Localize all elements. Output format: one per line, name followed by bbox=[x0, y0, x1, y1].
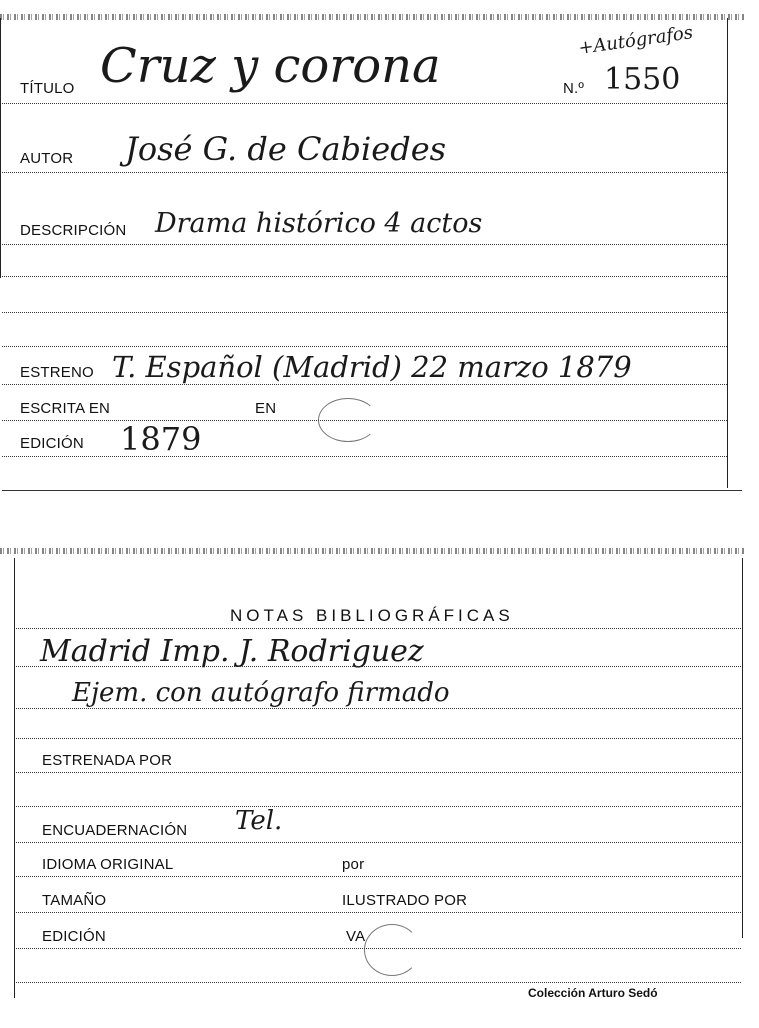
card-right-border bbox=[742, 558, 743, 938]
corner-note: +Autógrafos bbox=[577, 22, 695, 59]
catalog-card-front bbox=[0, 0, 759, 500]
catalog-card-back bbox=[0, 540, 759, 1028]
edicion-value: 1879 bbox=[120, 420, 202, 458]
card-right-border bbox=[727, 18, 728, 488]
notas-heading: NOTAS BIBLIOGRÁFICAS bbox=[230, 606, 514, 625]
estreno-label: ESTRENO bbox=[20, 364, 94, 381]
edicion-label: EDICIÓN bbox=[42, 928, 106, 945]
idioma-original-label: IDIOMA ORIGINAL bbox=[42, 856, 174, 873]
autor-label: AUTOR bbox=[20, 150, 74, 167]
card-top-edge bbox=[0, 548, 745, 554]
note-line-1: Madrid Imp. J. Rodriguez bbox=[40, 634, 424, 669]
escrita-en-label: ESCRITA EN bbox=[20, 400, 111, 417]
descripcion-value: Drama histórico 4 actos bbox=[155, 208, 483, 239]
card-left-border bbox=[0, 18, 1, 278]
va-label: VA bbox=[346, 928, 366, 945]
tamano-label: TAMAÑO bbox=[42, 892, 107, 909]
titulo-label: TÍTULO bbox=[20, 80, 75, 97]
encuadernacion-value: Tel. bbox=[235, 806, 283, 836]
autor-value: José G. de Cabiedes bbox=[125, 130, 447, 168]
note-line-2: Ejem. con autógrafo firmado bbox=[72, 678, 450, 708]
en-label: EN bbox=[255, 400, 277, 417]
card-top-edge bbox=[0, 14, 745, 20]
numero-value: 1550 bbox=[604, 62, 681, 97]
edicion-label: EDICIÓN bbox=[20, 435, 84, 452]
ilustrado-por-label: ILUSTRADO POR bbox=[342, 892, 468, 909]
por-label: por bbox=[342, 856, 365, 873]
paper-stain bbox=[364, 924, 420, 976]
collection-footer: Colección Arturo Sedó bbox=[528, 986, 658, 1000]
estreno-value: T. Español (Madrid) 22 marzo 1879 bbox=[112, 350, 632, 384]
numero-label: N.º bbox=[563, 80, 585, 97]
card-left-border bbox=[14, 558, 15, 998]
estrenada-por-label: ESTRENADA POR bbox=[42, 752, 173, 769]
encuadernacion-label: ENCUADERNACIÓN bbox=[42, 822, 188, 839]
descripcion-label: DESCRIPCIÓN bbox=[20, 222, 127, 239]
titulo-value: Cruz y corona bbox=[100, 38, 441, 94]
card-bottom-edge bbox=[2, 490, 742, 491]
